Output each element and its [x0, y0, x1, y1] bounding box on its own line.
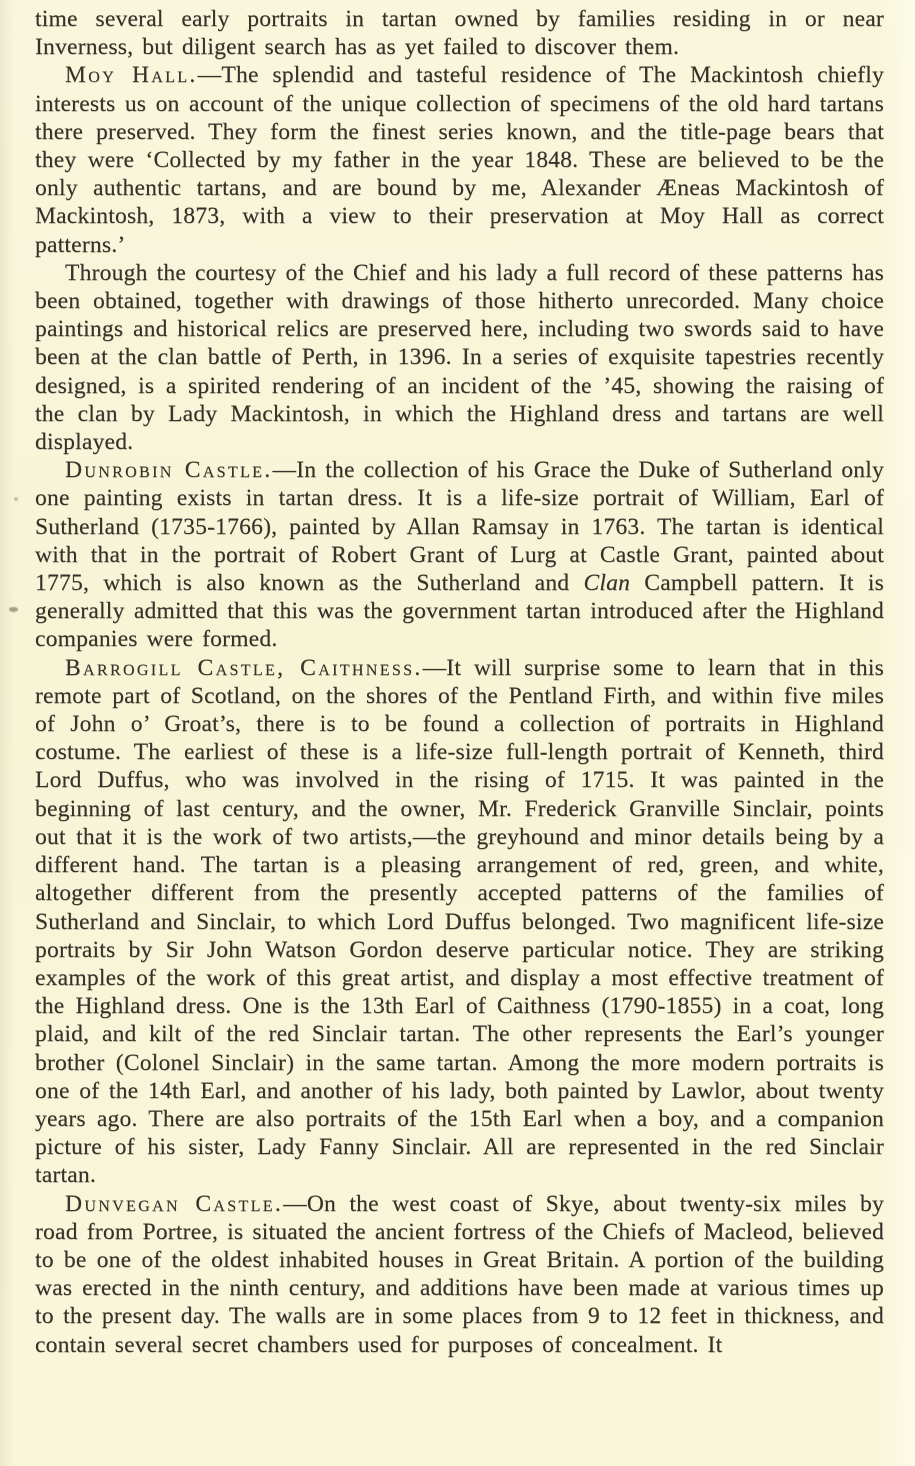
section-heading: Dunvegan Castle.: [65, 1190, 284, 1217]
text-segment: Campbell pattern. It is generally admitted that this was the government tartan introduced after the Highland companies were formed.: [35, 570, 884, 653]
text-segment: —On the west coast of Skye, about twenty-six miles by road from Portree, is situated the ancient fortress of the Chiefs of Macleod, believed to be one of the oldest inhabited houses in Great Britain. A portion of the building was erected in the ninth century, and additions have been made at various times up to the present day. The walls are in some places from 9 to 12 feet in thickness, and contain several secret chambers used for purposes of concealment. It: [35, 1190, 884, 1358]
text-segment: —In the collection of his Grace the Duke of Sutherland only one painting exists in tartan dress. It is a life-size portrait of William, Earl of Sutherland (1735-1766), painted by Allan Ramsay in 1763. The tartan is identical with that in the portrait of Robert Grant of Lurg at Castle Grant, painted about 1775, which is also known as the Sutherland and: [35, 457, 884, 597]
paragraph: [35, 5, 884, 61]
paragraph: [35, 259, 884, 456]
paragraph: [35, 456, 884, 653]
paragraph: [35, 654, 884, 1190]
text-segment: —It will surprise some to learn that in this remote part of Scotland, on the shores of the Pentland Firth, and within five miles of John o’ Groat’s, there is to be found a collection of portraits in Highland costume. The earliest of these is a life-size full-length portrait of Kenneth, third Lord Duffus, who was involved in the rising of 1715. It was painted in the beginning of last century, and the owner, Mr. Frederick Granville Sinclair, points out that it is the work of two artists,—the greyhound and minor details being by a different hand. The tartan is a pleasing arrangement of red, green, and white, altogether different from the presently accepted patterns of the families of Sutherland and Sinclair, to which Lord Duffus belonged. Two magnificent life-size portraits by Sir John Watson Gordon deserve particular notice. They are striking examples of the work of this great artist, and display a most effective treatment of the Highland dress. One is the 13th Earl of Caithness (1790-1855) in a coat, long plaid, and kilt of the red Sinclair tartan. The other represents the Earl’s younger brother (Colonel Sinclair) in the same tartan. Among the more modern portraits is one of the 14th Earl, and another of his lady, both painted by Lawlor, about twenty years ago. There are also portraits of the 15th Earl when a boy, and a companion picture of his sister, Lady Fanny Sinclair. All are represented in the red Sinclair tartan.: [35, 654, 884, 1189]
paragraph: [35, 1190, 884, 1359]
text-segment: —The splendid and tasteful residence of The Mackintosh chiefly interests us on account of the unique collection of specimens of the old hard tartans there preserved. They form the finest series known, and the title-page bears that they were ‘Collected by my father in the year 1848. These are believed to be the only authentic tartans, and are bound by me, Alexander Æneas Mackintosh of Mackintosh, 1873, with a view to their preservation at Moy Hall as correct patterns.’: [35, 62, 884, 258]
text-segment: Through the courtesy of the Chief and his lady a full record of these patterns has been obtained, together with drawings of those hitherto unrecorded. Many choice paintings and historical relics are preserved here, including two swords said to have been at the clan battle of Perth, in 1396. In a series of exquisite tapestries recently designed, is a spirited rendering of an incident of the ’45, showing the raising of the clan by Lady Mackintosh, in which the Highland dress and tartans are well displayed.: [35, 259, 884, 456]
text-segment: time several early portraits in tartan owned by families residing in or near Inverness, but diligent search has as yet failed to discover them.: [35, 6, 884, 61]
section-heading: Dunrobin Castle.: [65, 457, 273, 484]
paragraph: [35, 61, 884, 258]
section-heading: Moy Hall.: [65, 62, 198, 89]
scan-speck: [14, 497, 18, 501]
scan-speck: [9, 607, 18, 612]
text-segment: Clan: [583, 570, 631, 597]
section-heading: Barrogill Castle, Caithness.: [65, 654, 423, 681]
